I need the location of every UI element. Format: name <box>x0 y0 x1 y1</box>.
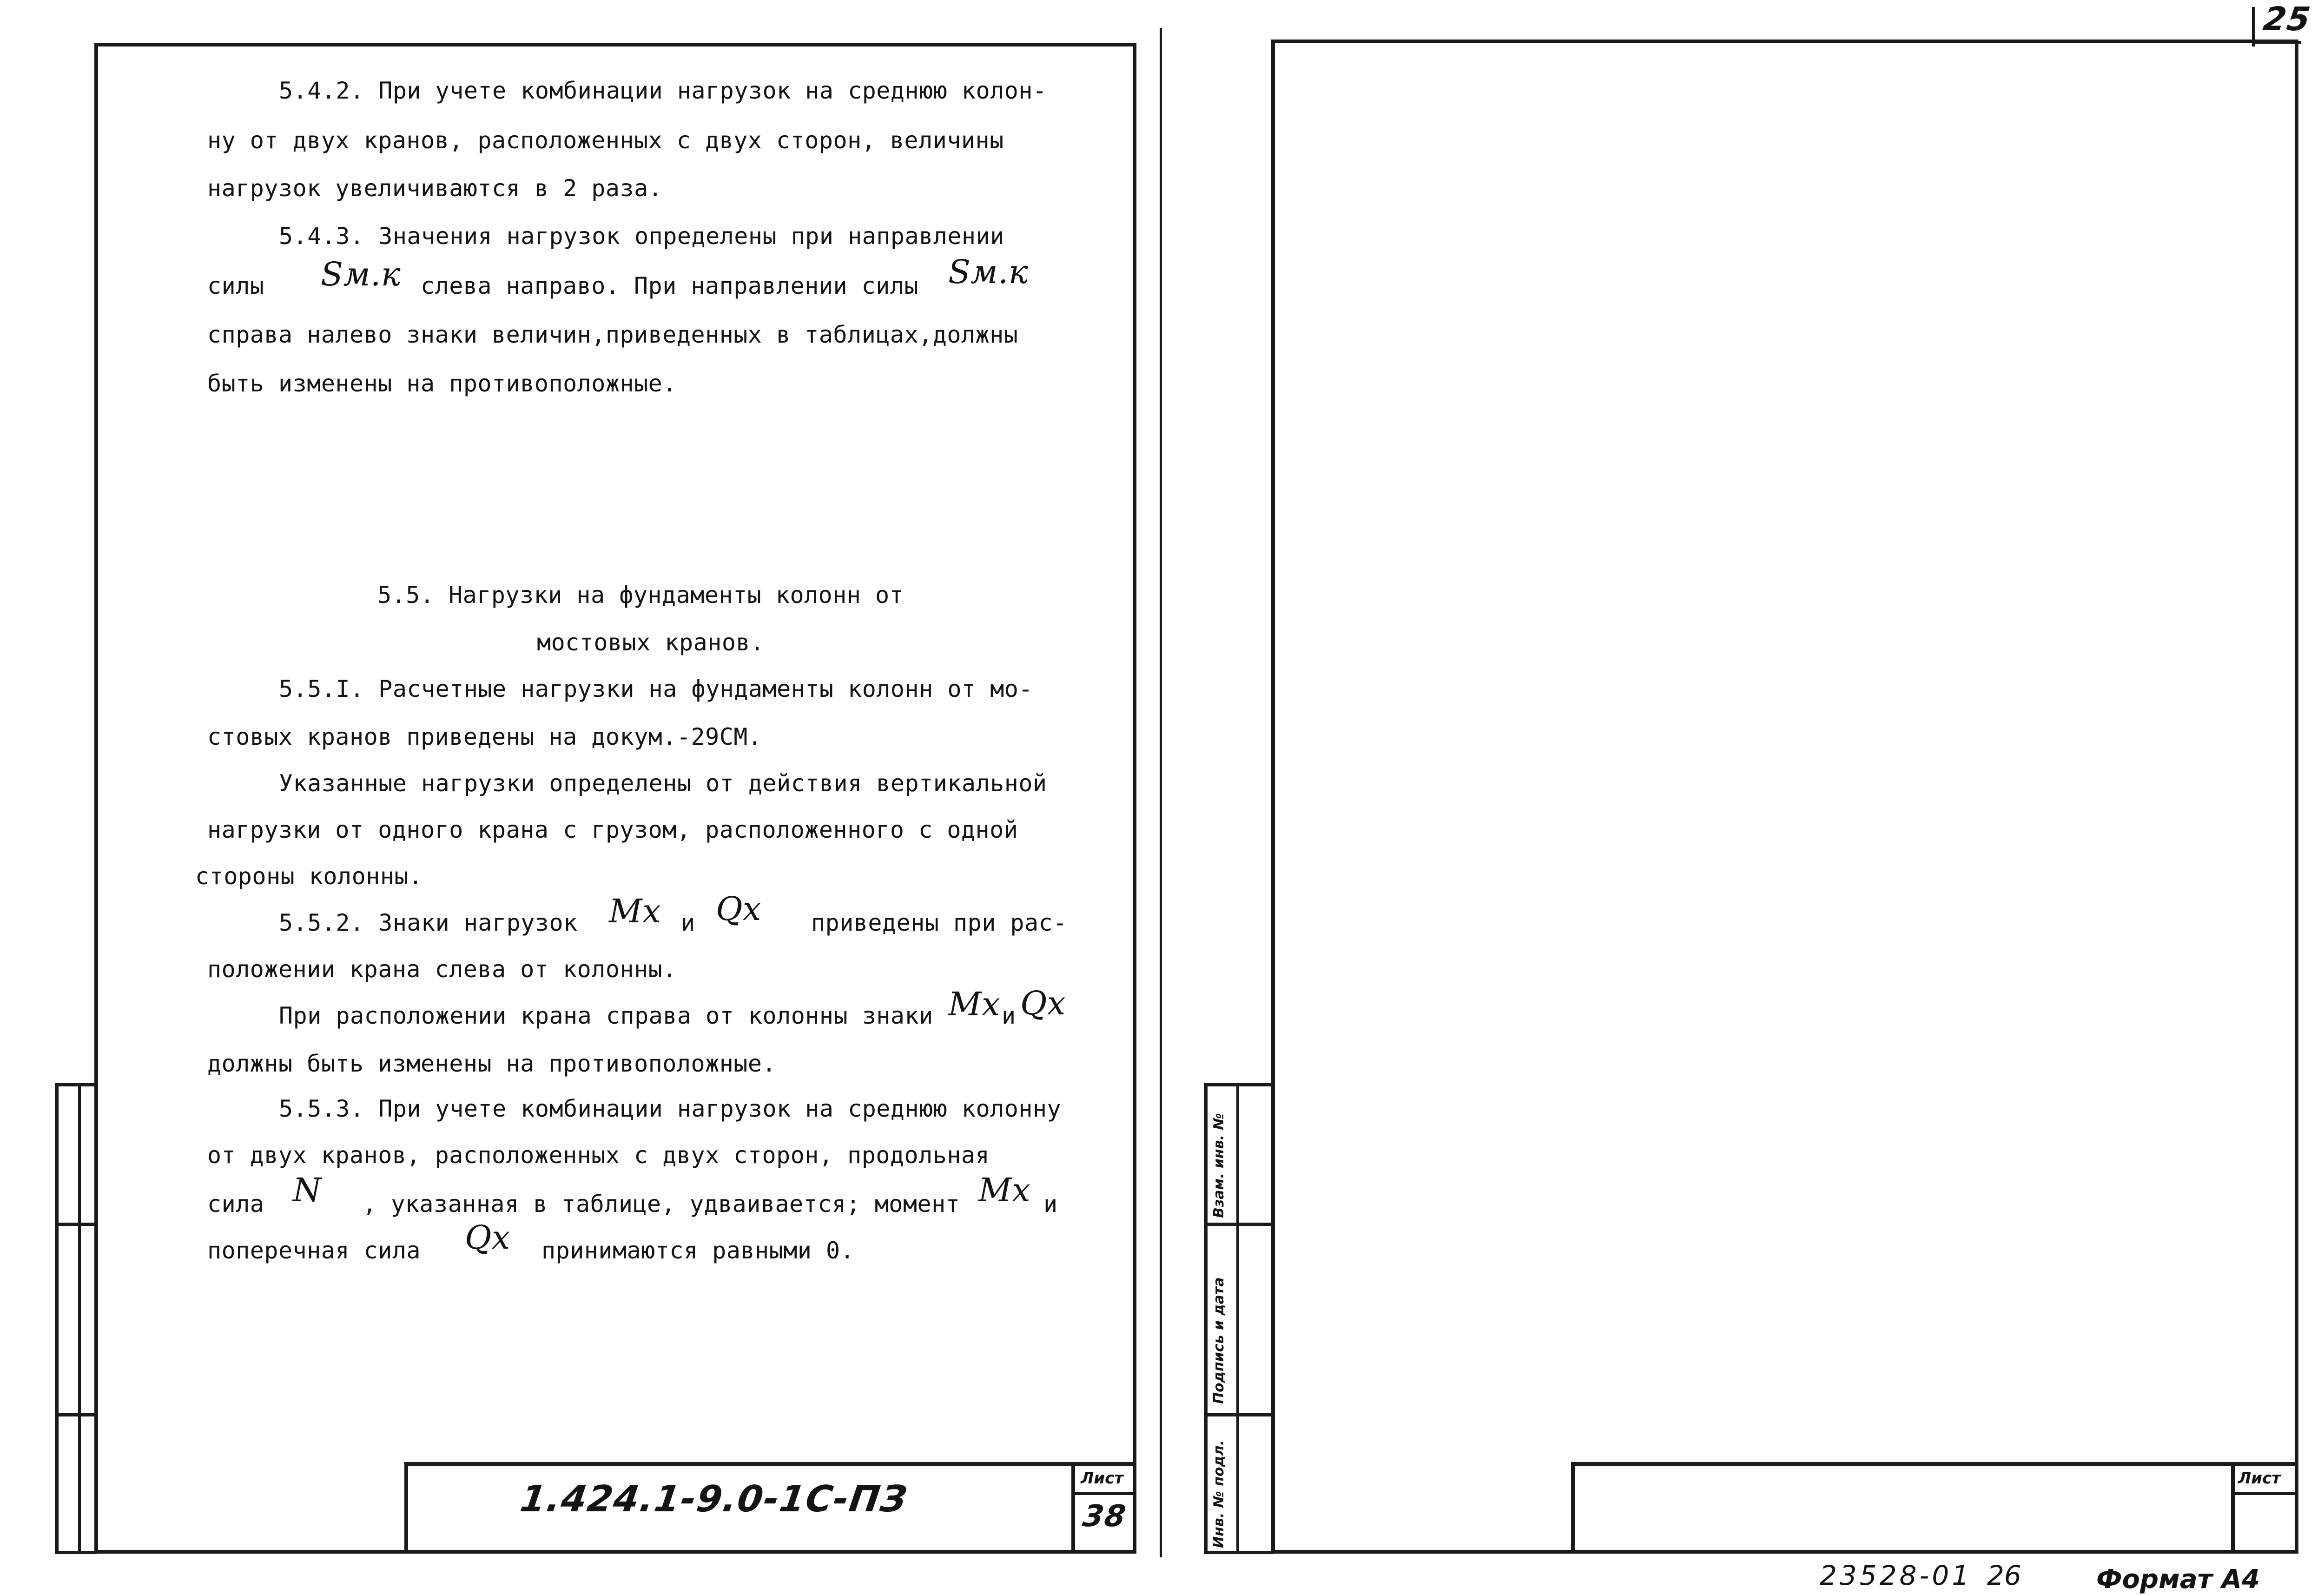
left-stamp-top-line <box>55 1083 97 1086</box>
p543-line3: справа налево знаки величин,приведенных в таблицах,должны <box>207 321 1018 348</box>
right-titleblock-sheet-divider <box>2231 1462 2235 1554</box>
p552b-line1-and: и <box>1002 1002 1016 1029</box>
p552-line1-and: и <box>681 909 695 936</box>
p551-line2: стовых кранов приведены на докум.-29СМ. <box>207 723 762 750</box>
p553-line3-and: и <box>1043 1191 1058 1218</box>
order-number: 23528-01 <box>1820 1560 1972 1591</box>
corner-page-number: 25 <box>2261 0 2314 38</box>
p553-line4-start: поперечная сила <box>207 1237 421 1264</box>
left-stamp-div1 <box>55 1223 97 1226</box>
p552b-line1: При расположении крана справа от колонны знаки <box>279 1002 933 1029</box>
qx-symbol-3: Qx <box>465 1218 510 1257</box>
smk-symbol-1: Sм.к <box>321 255 401 293</box>
qx-symbol-2: Qx <box>1020 984 1066 1022</box>
smk-symbol-2: Sм.к <box>948 253 1029 291</box>
left-titleblock-sheet-divider <box>1071 1462 1075 1554</box>
p543-line2-start: силы <box>207 272 264 299</box>
p542-line1: 5.4.2. При учете комбинации нагрузок на среднюю колон- <box>279 77 1047 104</box>
p552-line1-end: приведены при рас- <box>811 909 1067 936</box>
right-sheet-label: Лист <box>2238 1469 2281 1488</box>
left-titleblock-top <box>404 1462 1136 1466</box>
p542-line3: нагрузок увеличиваются в 2 раза. <box>207 175 663 202</box>
left-stamp-mid-line <box>78 1083 81 1554</box>
stamp-podpis-data: Подпись и дата <box>1211 1277 1227 1404</box>
p553-line3-mid: , указанная в таблице, удваивается; момент <box>363 1191 960 1218</box>
mx-symbol-1: Mx <box>609 892 661 930</box>
right-stamp-outer-line <box>1204 1083 1208 1554</box>
p553-line1: 5.5.3. При учете комбинации нагрузок на среднюю колонну <box>279 1095 1062 1122</box>
sheet-number: 38 <box>1080 1499 1129 1534</box>
right-stamp-div2 <box>1204 1413 1274 1416</box>
section-heading-line2: мостовых кранов. <box>537 629 765 656</box>
p543-line2-end: слева направо. При направлении силы <box>421 272 919 299</box>
left-stamp-outer-line <box>55 1083 59 1554</box>
left-stamp-div2 <box>55 1413 97 1416</box>
stamp-inv-no-podl: Инв. № подл. <box>1211 1440 1227 1548</box>
p551-line1: 5.5.I. Расчетные нагрузки на фундаменты колонн от мо- <box>279 675 1033 702</box>
p553-line4-end: принимаются равными 0. <box>541 1237 855 1264</box>
mx-symbol-3: Mx <box>978 1171 1031 1209</box>
n-symbol: N <box>293 1171 322 1209</box>
right-stamp-top-line <box>1204 1083 1274 1086</box>
p551b-line1: Указанные нагрузки определены от действия вертикальной <box>279 770 1047 797</box>
right-titleblock-sheet-hline <box>2231 1492 2298 1495</box>
stamp-vzam-inv: Взам. инв. № <box>1211 1113 1227 1218</box>
p543-line1: 5.4.3. Значения нагрузок определены при направлении <box>279 223 1004 250</box>
right-stamp-div1 <box>1204 1223 1274 1226</box>
p553-line3-start: сила <box>207 1191 264 1218</box>
p551b-line3: стороны колонны. <box>195 863 423 890</box>
right-titleblock-left <box>1571 1462 1575 1554</box>
mx-symbol-2: Mx <box>948 985 1001 1023</box>
right-stamp-mid-line <box>1236 1083 1239 1554</box>
sheet-label: Лист <box>1081 1469 1123 1488</box>
p552-line1-start: 5.5.2. Знаки нагрузок <box>279 909 578 936</box>
left-titleblock-left <box>404 1462 408 1554</box>
left-stamp-bottom-line <box>55 1551 97 1554</box>
corner-hline <box>2252 41 2301 44</box>
section-heading-line1: 5.5. Нагрузки на фундаменты колонн от <box>377 582 904 609</box>
p553-line2: от двух кранов, расположенных с двух сторон, продольная <box>207 1142 990 1169</box>
right-stamp-bottom-line <box>1204 1551 1274 1554</box>
format-label: Формат А4 <box>2096 1564 2260 1595</box>
p552b-line2: должны быть изменены на противоположные. <box>207 1050 777 1077</box>
p543-line4: быть изменены на противоположные. <box>207 370 677 397</box>
p551b-line2: нагрузки от одного крана с грузом, расположенного с одной <box>207 816 1018 843</box>
left-titleblock-sheet-hline <box>1071 1492 1136 1495</box>
document-code: 1.424.1-9.0-1С-ПЗ <box>517 1478 911 1520</box>
p542-line2: ну от двух кранов, расположенных с двух сторон, величины <box>207 127 1004 154</box>
footer-page-number: 26 <box>1987 1560 2021 1591</box>
center-separator <box>1160 28 1162 1557</box>
right-titleblock-top <box>1571 1462 2298 1466</box>
qx-symbol-1: Qx <box>716 890 761 928</box>
p552-line2: положении крана слева от колонны. <box>207 956 677 983</box>
right-page-frame <box>1271 40 2298 1554</box>
